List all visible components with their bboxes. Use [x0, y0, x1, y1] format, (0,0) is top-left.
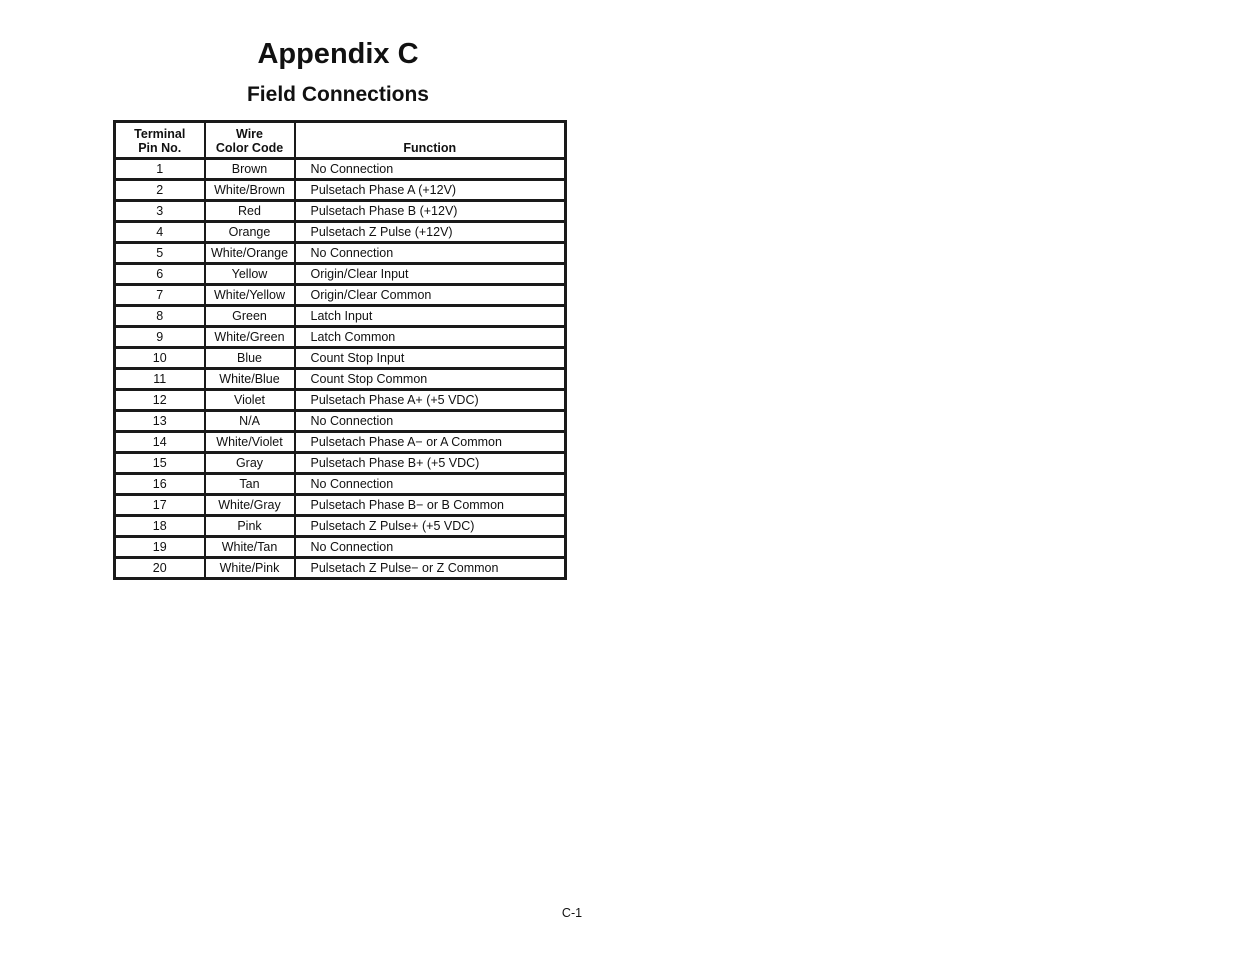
cell-pin: 4	[115, 222, 205, 243]
page-subtitle: Field Connections	[246, 83, 429, 106]
cell-function: No Connection	[295, 159, 566, 180]
table-row	[115, 537, 566, 558]
table-row	[115, 369, 566, 390]
table-row	[115, 327, 566, 348]
cell-pin: 12	[115, 390, 205, 411]
cell-function: Pulsetach Phase A+ (+5 VDC)	[295, 390, 566, 411]
cell-wire-color: White/Gray	[205, 495, 295, 516]
cell-wire-color: Orange	[205, 222, 295, 243]
cell-pin: 5	[115, 243, 205, 264]
cell-function: Pulsetach Phase B (+12V)	[295, 201, 566, 222]
cell-wire-color: White/Blue	[205, 369, 295, 390]
cell-wire-color: Blue	[205, 348, 295, 369]
header-terminal-pin-line-2: Pin No.	[138, 141, 182, 155]
cell-pin: 3	[115, 201, 205, 222]
cell-pin: 20	[115, 558, 205, 579]
cell-pin: 8	[115, 306, 205, 327]
table-row	[115, 201, 566, 222]
cell-wire-color: Gray	[205, 453, 295, 474]
header-function-line-1: Function	[403, 141, 457, 155]
table-row	[115, 453, 566, 474]
cell-wire-color: White/Violet	[205, 432, 295, 453]
cell-wire-color: White/Yellow	[205, 285, 295, 306]
cell-function: Count Stop Common	[295, 369, 566, 390]
cell-function: Origin/Clear Common	[295, 285, 566, 306]
cell-wire-color: Red	[205, 201, 295, 222]
cell-pin: 1	[115, 159, 205, 180]
cell-function: No Connection	[295, 537, 566, 558]
cell-wire-color: Yellow	[205, 264, 295, 285]
table-row	[115, 222, 566, 243]
page-number: C-1	[561, 906, 583, 920]
table-row	[115, 558, 566, 579]
header-wire-color	[205, 122, 295, 159]
table-row	[115, 495, 566, 516]
table-row	[115, 180, 566, 201]
table-row	[115, 474, 566, 495]
page-title: Appendix C	[257, 38, 419, 70]
table-row	[115, 411, 566, 432]
table-row	[115, 264, 566, 285]
cell-function: Latch Input	[295, 306, 566, 327]
table-row	[115, 516, 566, 537]
header-terminal-pin-line-1: Terminal	[134, 127, 186, 141]
cell-pin: 7	[115, 285, 205, 306]
cell-function: Pulsetach Z Pulse (+12V)	[295, 222, 566, 243]
cell-pin: 19	[115, 537, 205, 558]
cell-function: Pulsetach Z Pulse− or Z Common	[295, 558, 566, 579]
table-row	[115, 285, 566, 306]
cell-wire-color: White/Tan	[205, 537, 295, 558]
cell-function: Latch Common	[295, 327, 566, 348]
cell-function: Count Stop Input	[295, 348, 566, 369]
header-wire-color-line-2: Color Code	[215, 141, 284, 155]
header-terminal-pin	[115, 122, 205, 159]
cell-function: No Connection	[295, 243, 566, 264]
cell-pin: 15	[115, 453, 205, 474]
table-row	[115, 159, 566, 180]
cell-function: Origin/Clear Input	[295, 264, 566, 285]
cell-wire-color: Green	[205, 306, 295, 327]
table-row	[115, 348, 566, 369]
table-header-row	[115, 122, 566, 159]
table-row	[115, 243, 566, 264]
cell-wire-color: White/Orange	[205, 243, 295, 264]
cell-function: No Connection	[295, 474, 566, 495]
table-row	[115, 432, 566, 453]
cell-wire-color: White/Brown	[205, 180, 295, 201]
cell-wire-color: N/A	[205, 411, 295, 432]
cell-wire-color: Pink	[205, 516, 295, 537]
cell-wire-color: White/Green	[205, 327, 295, 348]
cell-wire-color: White/Pink	[205, 558, 295, 579]
cell-pin: 18	[115, 516, 205, 537]
cell-function: Pulsetach Z Pulse+ (+5 VDC)	[295, 516, 566, 537]
cell-pin: 17	[115, 495, 205, 516]
table-row	[115, 390, 566, 411]
cell-wire-color: Violet	[205, 390, 295, 411]
field-connections-table	[113, 120, 567, 580]
cell-function: No Connection	[295, 411, 566, 432]
cell-pin: 10	[115, 348, 205, 369]
cell-function: Pulsetach Phase B+ (+5 VDC)	[295, 453, 566, 474]
cell-wire-color: Brown	[205, 159, 295, 180]
cell-pin: 11	[115, 369, 205, 390]
table-row	[115, 306, 566, 327]
header-function	[295, 122, 566, 159]
cell-pin: 2	[115, 180, 205, 201]
cell-pin: 13	[115, 411, 205, 432]
cell-pin: 14	[115, 432, 205, 453]
cell-pin: 16	[115, 474, 205, 495]
table-body	[115, 159, 566, 579]
header-wire-color-line-1: Wire	[236, 127, 263, 141]
cell-function: Pulsetach Phase A (+12V)	[295, 180, 566, 201]
cell-pin: 9	[115, 327, 205, 348]
cell-function: Pulsetach Phase B− or B Common	[295, 495, 566, 516]
cell-pin: 6	[115, 264, 205, 285]
cell-function: Pulsetach Phase A− or A Common	[295, 432, 566, 453]
cell-wire-color: Tan	[205, 474, 295, 495]
